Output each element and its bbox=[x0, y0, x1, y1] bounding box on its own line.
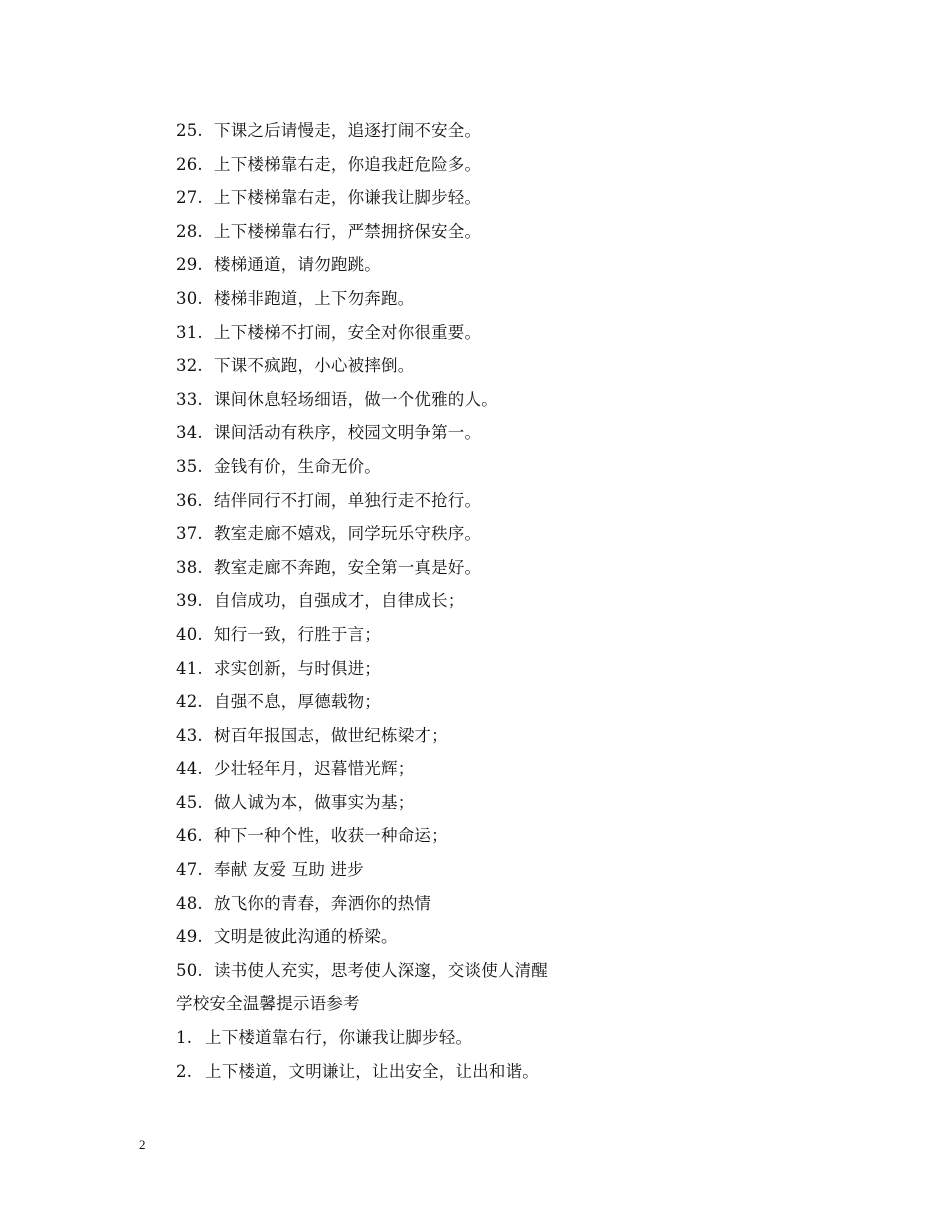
list-item bbox=[176, 1025, 876, 1059]
list-item-text: 上下楼梯靠右走，你追我赶危险多。 bbox=[214, 154, 482, 174]
list-item-text: 金钱有价，生命无价。 bbox=[214, 456, 381, 476]
list-item-number: 43. bbox=[176, 725, 203, 745]
list-item-text: 上下楼道，文明谦让，让出安全，让出和谐。 bbox=[205, 1061, 539, 1081]
numbered-list bbox=[176, 118, 876, 991]
list-item bbox=[176, 1059, 876, 1093]
list-item-number: 50. bbox=[176, 960, 203, 980]
section-numbered-list bbox=[176, 1025, 876, 1092]
list-item-number: 42. bbox=[176, 692, 203, 712]
list-item-text: 课间休息轻场细语，做一个优雅的人。 bbox=[214, 389, 498, 409]
list-item-text: 下课不疯跑，小心被摔倒。 bbox=[214, 356, 415, 376]
list-item bbox=[176, 588, 876, 622]
list-item bbox=[176, 790, 876, 824]
list-item-number: 41. bbox=[176, 658, 203, 678]
list-item bbox=[176, 488, 876, 522]
list-item bbox=[176, 521, 876, 555]
list-item bbox=[176, 555, 876, 589]
list-item bbox=[176, 924, 876, 958]
list-item-number: 49. bbox=[176, 927, 203, 947]
list-item-text: 上下楼道靠右行，你谦我让脚步轻。 bbox=[205, 1028, 473, 1048]
list-item-number: 39. bbox=[176, 591, 203, 611]
list-item bbox=[176, 756, 876, 790]
document-body bbox=[176, 118, 876, 1092]
list-item-number: 34. bbox=[176, 423, 203, 443]
list-item-text: 楼梯非跑道，上下勿奔跑。 bbox=[214, 288, 415, 308]
list-item bbox=[176, 252, 876, 286]
list-item-number: 35. bbox=[176, 456, 203, 476]
list-item bbox=[176, 219, 876, 253]
list-item-text: 求实创新，与时俱进； bbox=[214, 658, 381, 678]
list-item-number: 37. bbox=[176, 524, 203, 544]
list-item bbox=[176, 118, 876, 152]
list-item-text: 文明是彼此沟通的桥梁。 bbox=[214, 927, 398, 947]
list-item-text: 教室走廊不嬉戏，同学玩乐守秩序。 bbox=[214, 524, 482, 544]
list-item-text: 知行一致，行胜于言； bbox=[214, 624, 381, 644]
list-item-text: 奉献 友爱 互助 进步 bbox=[214, 860, 364, 880]
list-item-number: 33. bbox=[176, 389, 203, 409]
page-number: 2 bbox=[139, 1137, 146, 1152]
list-item-number: 45. bbox=[176, 792, 203, 812]
list-item-number: 40. bbox=[176, 624, 203, 644]
list-item-number: 48. bbox=[176, 893, 203, 913]
list-item-text: 读书使人充实，思考使人深邃，交谈使人清醒 bbox=[214, 960, 548, 980]
list-item-text: 种下一种个性，收获一种命运； bbox=[214, 826, 448, 846]
list-item-text: 做人诚为本，做事实为基； bbox=[214, 792, 415, 812]
list-item-number: 36. bbox=[176, 490, 203, 510]
section-heading: 学校安全温馨提示语参考 bbox=[176, 994, 360, 1014]
list-item-text: 少壮轻年月，迟暮惜光辉； bbox=[214, 759, 415, 779]
list-item-text: 教室走廊不奔跑，安全第一真是好。 bbox=[214, 557, 482, 577]
list-item-text: 下课之后请慢走，追逐打闹不安全。 bbox=[214, 121, 482, 140]
list-item-number: 47. bbox=[176, 860, 203, 880]
list-item-number: 30. bbox=[176, 288, 203, 308]
list-item-number: 26. bbox=[176, 154, 203, 174]
list-item-number: 29. bbox=[176, 255, 203, 275]
list-item bbox=[176, 320, 876, 354]
list-item-text: 上下楼梯靠右走，你谦我让脚步轻。 bbox=[214, 188, 482, 208]
list-item bbox=[176, 958, 876, 992]
list-item bbox=[176, 723, 876, 757]
list-item bbox=[176, 891, 876, 925]
list-item-number: 32. bbox=[176, 356, 203, 376]
list-item-number: 31. bbox=[176, 322, 203, 342]
list-item-number: 38. bbox=[176, 557, 203, 577]
list-item bbox=[176, 656, 876, 690]
list-item-number: 27. bbox=[176, 188, 203, 208]
list-item-number: 44. bbox=[176, 759, 203, 779]
list-item-number: 28. bbox=[176, 221, 203, 241]
list-item bbox=[176, 185, 876, 219]
list-item bbox=[176, 286, 876, 320]
list-item bbox=[176, 823, 876, 857]
list-item-text: 上下楼梯靠右行，严禁拥挤保安全。 bbox=[214, 221, 482, 241]
list-item bbox=[176, 353, 876, 387]
list-item-number: 2. bbox=[176, 1061, 193, 1081]
list-item-text: 课间活动有秩序，校园文明争第一。 bbox=[214, 423, 482, 443]
list-item-number: 46. bbox=[176, 826, 203, 846]
list-item-text: 树百年报国志，做世纪栋梁才； bbox=[214, 725, 448, 745]
list-item-text: 楼梯通道，请勿跑跳。 bbox=[214, 255, 381, 275]
list-item bbox=[176, 622, 876, 656]
list-item bbox=[176, 689, 876, 723]
list-item bbox=[176, 387, 876, 421]
list-item-text: 上下楼梯不打闹，安全对你很重要。 bbox=[214, 322, 482, 342]
list-item-text: 自信成功，自强成才，自律成长； bbox=[214, 591, 465, 611]
list-item-text: 放飞你的青春，奔洒你的热情 bbox=[214, 893, 432, 913]
list-item-text: 结伴同行不打闹，单独行走不抢行。 bbox=[214, 490, 482, 510]
list-item-number: 1. bbox=[176, 1028, 193, 1048]
list-item-number: 25. bbox=[176, 121, 203, 140]
list-item bbox=[176, 152, 876, 186]
list-item bbox=[176, 857, 876, 891]
list-item bbox=[176, 454, 876, 488]
list-item-text: 自强不息，厚德载物； bbox=[214, 692, 381, 712]
list-item bbox=[176, 420, 876, 454]
